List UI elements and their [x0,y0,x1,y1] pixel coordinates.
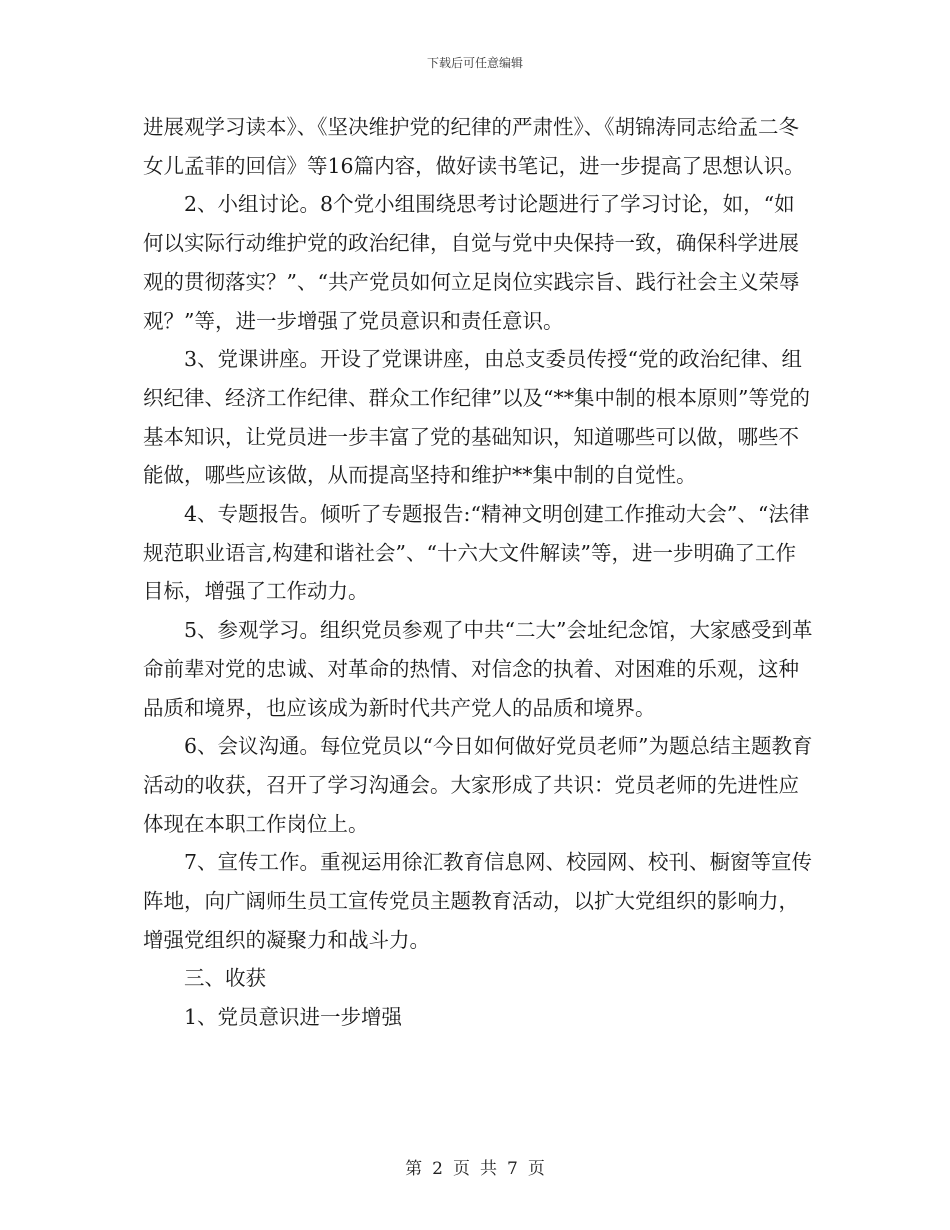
paragraph-site-visit: 5、参观学习。组织党员参观了中共“二大”会址纪念馆，大家感受到革命前辈对党的忠诚、对革命的热情、对信念的执着、对困难的乐观，这种品质和境界，也应该成为新时代共产党人的品质和境界。 [143,618,813,720]
paragraph-continuation: 进展观学习读本》、《坚决维护党的纪律的严肃性》、《胡锦涛同志给孟二冬女儿孟菲的回信》等16篇内容，做好读书笔记，进一步提高了思想认识。 [143,115,805,178]
section-heading-harvest: 三、收获 [184,966,266,991]
document-body [143,108,815,1037]
footer-page-word: 页 [453,1159,470,1179]
paragraph-publicity-work: 7、宣传工作。重视运用徐汇教育信息网、校园网、校刊、橱窗等宣传阵地，向广阔师生员工宣传党员主题教育活动，以扩大党组织的影响力，增强党组织的凝聚力和战斗力。 [143,850,813,952]
footer-current-page: 2 [432,1159,443,1179]
paragraph-special-report: 4、专题报告。倾听了专题报告:“精神文明创建工作推动大会”、“法律规范职业语言,构建和谐社会”、“十六大文件解读”等，进一步明确了工作目标，增强了工作动力。 [143,502,810,604]
page-header-note: 下载后可任意编辑 [426,56,523,70]
page-footer [0,1154,950,1179]
footer-prefix: 第 [405,1159,423,1179]
subheading-party-awareness: 1、党员意识进一步增强 [184,1005,403,1030]
footer-total-prefix: 共 [480,1159,497,1179]
paragraph-group-discussion: 2、小组讨论。8个党小组围绕思考讨论题进行了学习讨论，如，“如何以实际行动维护党的政治纪律，自觉与党中央保持一致，确保科学进展观的贯彻落实？”、“共产党员如何立足岗位实践宗旨、践行社会主义荣辱观？”等，进一步增强了党员意识和责任意识。 [143,192,800,333]
paragraph-party-lecture: 3、党课讲座。开设了党课讲座，由总支委员传授“党的政治纪律、组织纪律、经济工作纪律、群众工作纪律”以及“**集中制的根本原则”等党的基本知识，让党员进一步丰富了党的基础知识，知道哪些可以做，哪些不能做，哪些应该做，从而提高坚持和维护**集中制的自觉性。 [143,347,810,488]
paragraph-meeting-exchange: 6、会议沟通。每位党员以“今日如何做好党员老师”为题总结主题教育活动的收获，召开了学习沟通会。大家形成了共识：党员老师的先进性应体现在本职工作岗位上。 [143,734,813,836]
footer-suffix: 页 [527,1159,545,1179]
footer-total-pages: 7 [507,1159,518,1179]
